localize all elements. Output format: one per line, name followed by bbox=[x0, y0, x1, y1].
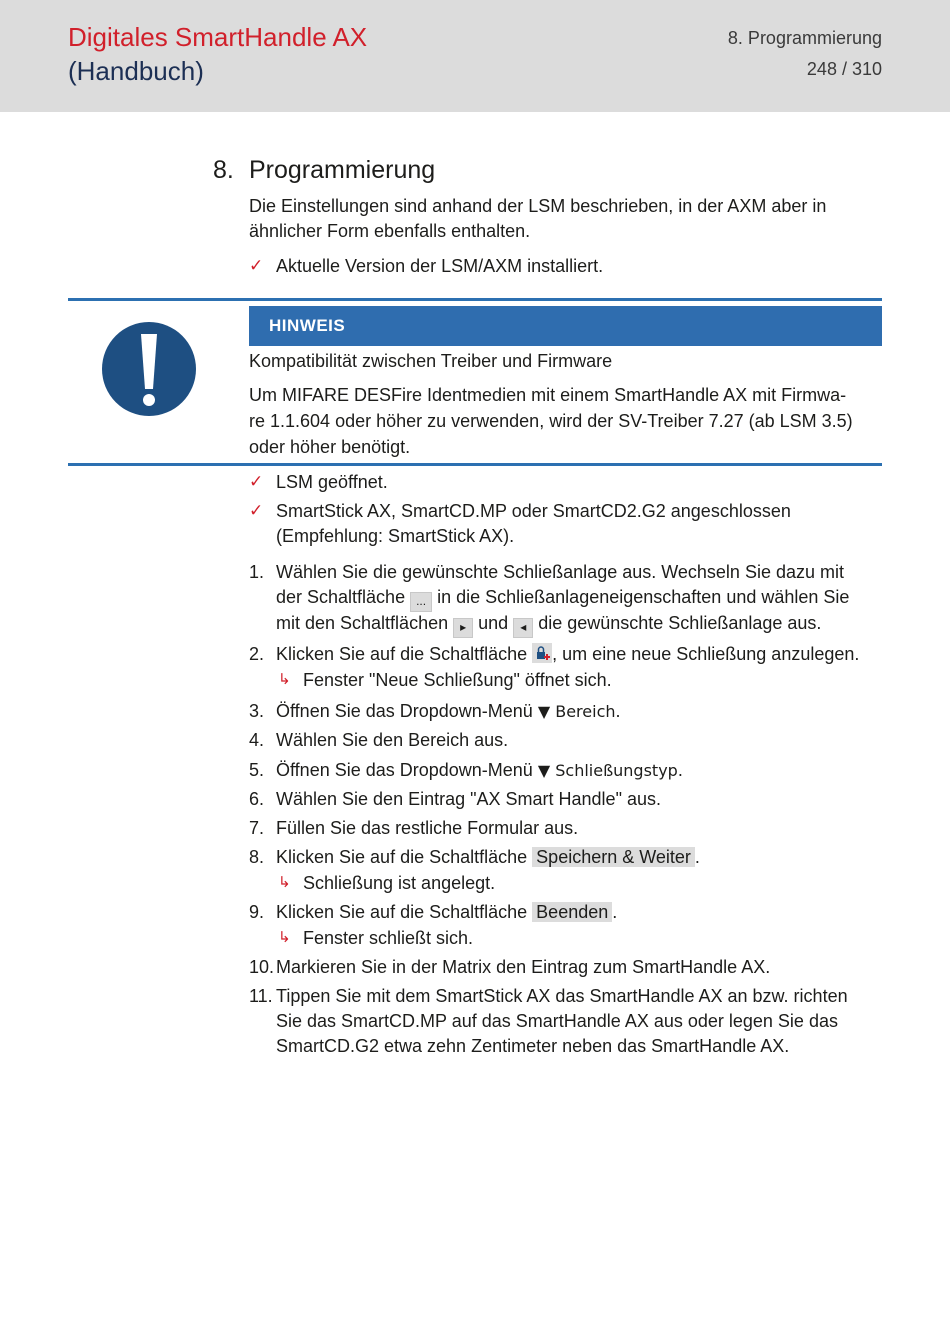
check-icon: ✓ bbox=[249, 472, 264, 491]
step-text: Markieren Sie in der Matrix den Eintrag zum SmartHandle AX. bbox=[276, 957, 771, 977]
step-number: 4. bbox=[249, 730, 265, 750]
prerequisite-item: Aktuelle Version der LSM/AXM installiert. bbox=[276, 256, 604, 276]
dropdown-menu-bereich[interactable]: ▼ Bereich bbox=[537, 702, 616, 721]
step-result: Fenster schließt sich. bbox=[303, 928, 474, 948]
step-number: 10. bbox=[249, 957, 275, 977]
step-number: 3. bbox=[249, 701, 265, 721]
step-number: 5. bbox=[249, 760, 265, 780]
notice-body-line: oder höher benötigt. bbox=[249, 437, 411, 457]
step-text: Öffnen Sie das Dropdown-Menü ▼ Bereich. bbox=[276, 701, 621, 721]
notice-top-rule bbox=[68, 298, 882, 301]
step-number: 2. bbox=[249, 644, 265, 664]
step-number: 7. bbox=[249, 818, 265, 838]
step-text: Füllen Sie das restliche Formular aus. bbox=[276, 818, 579, 838]
new-lock-button-icon[interactable] bbox=[532, 643, 552, 663]
prerequisite-item-cont: (Empfehlung: SmartStick AX). bbox=[276, 526, 515, 546]
save-and-continue-button[interactable]: Speichern & Weiter bbox=[532, 847, 695, 867]
notice-bottom-rule bbox=[68, 463, 882, 466]
step-text: Tippen Sie mit dem SmartStick AX das SmartHandle AX an bzw. richten bbox=[276, 986, 848, 1006]
step-text: Klicken Sie auf die Schaltfläche Speichern & Weiter . bbox=[276, 847, 700, 867]
exclamation-icon bbox=[99, 319, 199, 419]
step-text: SmartCD.G2 etwa zehn Zentimeter neben das SmartHandle AX. bbox=[276, 1036, 790, 1056]
check-icon: ✓ bbox=[249, 501, 264, 520]
step-text: Wählen Sie den Bereich aus. bbox=[276, 730, 509, 750]
document-subtitle: (Handbuch) bbox=[68, 56, 204, 86]
section-title: Programmierung bbox=[249, 156, 436, 184]
step-text: mit den Schaltflächen ▸ und ◂ die gewünschte Schließanlage aus. bbox=[276, 611, 821, 638]
properties-button[interactable]: ... bbox=[410, 592, 432, 612]
intro-line: ähnlicher Form ebenfalls enthalten. bbox=[249, 221, 531, 241]
notice-label: HINWEIS bbox=[269, 316, 346, 335]
dropdown-menu-schliessungstyp[interactable]: ▼ Schließungstyp bbox=[537, 761, 678, 780]
page-number: 248 / 310 bbox=[806, 59, 882, 79]
step-number: 8. bbox=[249, 847, 265, 867]
notice-body bbox=[249, 382, 889, 460]
step-result: Schließung ist angelegt. bbox=[303, 873, 496, 893]
step-result: Fenster "Neue Schließung" öffnet sich. bbox=[303, 670, 612, 690]
step-text: Wählen Sie die gewünschte Schließanlage aus. Wechseln Sie dazu mit bbox=[276, 562, 844, 582]
notice-body-line: Um MIFARE DESFire Identmedien mit einem SmartHandle AX mit Firmwa- bbox=[249, 385, 847, 405]
step-text: Klicken Sie auf die Schaltfläche , um eine neue Schließung anzulegen. bbox=[276, 644, 860, 664]
notice-body-line: re 1.1.604 oder höher zu verwenden, wird der SV-Treiber 7.27 (ab LSM 3.5) bbox=[249, 411, 853, 431]
step-text: Wählen Sie den Eintrag "AX Smart Handle" aus. bbox=[276, 789, 661, 809]
check-icon: ✓ bbox=[249, 256, 264, 275]
finish-button[interactable]: Beenden bbox=[532, 902, 612, 922]
intro-line: Die Einstellungen sind anhand der LSM beschrieben, in der AXM aber in bbox=[249, 196, 827, 216]
step-text: der Schaltfläche ... in die Schließanlageneigenschaften und wählen Sie bbox=[276, 585, 849, 612]
page-header bbox=[0, 0, 950, 112]
prerequisite-item: SmartStick AX, SmartCD.MP oder SmartCD2.G2 angeschlossen bbox=[276, 501, 791, 521]
step-text: Sie das SmartCD.MP auf das SmartHandle AX aus oder legen Sie das bbox=[276, 1011, 838, 1031]
next-arrow-button[interactable]: ▸ bbox=[453, 618, 473, 638]
result-arrow-icon: ↳ bbox=[278, 874, 291, 891]
document-title: Digitales SmartHandle AX bbox=[68, 22, 368, 52]
notice-title: Kompatibilität zwischen Treiber und Firmware bbox=[249, 351, 613, 371]
result-arrow-icon: ↳ bbox=[278, 929, 291, 946]
result-arrow-icon: ↳ bbox=[278, 671, 291, 688]
step-text: Klicken Sie auf die Schaltfläche Beenden . bbox=[276, 902, 618, 922]
header-chapter: 8. Programmierung bbox=[727, 28, 882, 48]
step-number: 9. bbox=[249, 902, 265, 922]
step-number: 11. bbox=[249, 986, 273, 1006]
step-number: 1. bbox=[249, 562, 265, 582]
step-text: Öffnen Sie das Dropdown-Menü ▼ Schließungstyp. bbox=[276, 760, 683, 780]
prerequisite-item: LSM geöffnet. bbox=[276, 472, 388, 492]
notice-label-bar bbox=[249, 306, 882, 346]
step-number: 6. bbox=[249, 789, 265, 809]
previous-arrow-button[interactable]: ◂ bbox=[513, 618, 533, 638]
section-number: 8. bbox=[213, 156, 234, 184]
